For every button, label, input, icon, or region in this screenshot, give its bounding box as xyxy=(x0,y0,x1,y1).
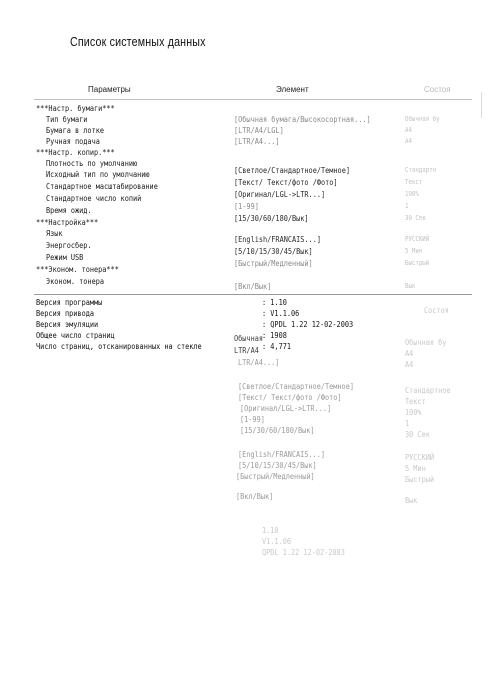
param-options: [1-99] xyxy=(234,202,259,211)
bleed-text: 5 Мин xyxy=(405,464,426,473)
bleed-text: Состоя xyxy=(424,306,449,315)
param-label: ***Эконом. тонера*** xyxy=(36,265,119,274)
param-options: [5/10/15/30/45/Вык] xyxy=(234,247,313,256)
param-value: A4 xyxy=(405,137,412,145)
info-label: Общее число страниц xyxy=(36,331,115,340)
header-divider xyxy=(34,99,472,100)
bleed-text: LTR/A4 xyxy=(234,346,259,355)
param-value: 1 xyxy=(405,202,409,210)
param-label: Бумага в лотке xyxy=(46,126,104,135)
bleed-text: LTR/A4...] xyxy=(238,358,280,367)
param-value: Текст xyxy=(405,178,423,186)
bleed-text: [Быстрый/Медленный] xyxy=(236,472,315,481)
bleed-text: QPDL 1.22 12-02-2003 xyxy=(262,548,345,557)
info-value: : 1.10 xyxy=(262,298,287,307)
info-row xyxy=(0,320,500,331)
param-options: [Оригинал/LGL->LTR...] xyxy=(234,190,326,199)
settings-row xyxy=(0,126,500,137)
param-options: [Текст/ Текст/фото /Фото] xyxy=(234,178,338,187)
info-value: : 4,771 xyxy=(262,342,291,351)
param-value: Обычная бу xyxy=(405,115,440,123)
param-value: Быстрый xyxy=(405,259,430,267)
page-title: Список системных данных xyxy=(70,34,206,49)
bleed-text: 1 xyxy=(405,419,410,428)
param-options: [Быстрый/Медленный] xyxy=(234,259,313,268)
bleed-text: 30 Сек xyxy=(405,430,430,439)
param-label: ***Настр. бумаги*** xyxy=(36,104,115,113)
info-label: Версия программы xyxy=(36,298,103,307)
info-value: : 1908 xyxy=(262,331,287,340)
param-label: Время ожид. xyxy=(46,206,92,215)
settings-row xyxy=(0,104,500,115)
settings-row xyxy=(0,137,500,148)
bleed-text: [Оригинал/LGL->LTR...] xyxy=(240,404,332,413)
bleed-text: 1.10 xyxy=(262,526,279,535)
param-options: [LTR/A4...] xyxy=(234,137,280,146)
bleed-text: [15/30/60/180/Вык] xyxy=(240,426,315,435)
param-options: [15/30/60/180/Вык] xyxy=(234,214,309,223)
settings-row xyxy=(0,115,500,126)
bleed-text: A4 xyxy=(405,360,414,369)
info-value: : V1.1.06 xyxy=(262,309,300,318)
bleed-text: A4 xyxy=(405,349,414,358)
param-label: Плотность по умолчанию xyxy=(46,159,138,168)
param-value: Стандартн xyxy=(405,166,437,174)
info-label: Число страниц, отсканированных на стекле xyxy=(36,342,202,351)
param-options: [Светлое/Стандартное/Темное] xyxy=(234,166,350,175)
settings-row xyxy=(0,218,500,229)
bleed-text: [English/FRANCAIS...] xyxy=(238,450,325,459)
info-value: : QPDL 1.22 12-02-2003 xyxy=(262,320,354,329)
param-options: [LTR/A4/LGL] xyxy=(234,126,284,135)
bleed-text: [Вкл/Вык] xyxy=(236,492,274,501)
param-value: Вык xyxy=(405,282,416,290)
bleed-text: [5/10/15/30/45/Вык] xyxy=(238,461,317,470)
bleed-text: Быстрый xyxy=(405,475,434,484)
param-label: Стандартное число копий xyxy=(46,194,142,203)
bleed-text: V1.1.06 xyxy=(262,537,291,546)
bleed-text: Стандартное xyxy=(405,386,451,395)
header-params: Параметры xyxy=(88,85,131,94)
param-value: 30 Сек xyxy=(405,214,426,222)
param-label: Язык xyxy=(46,229,63,238)
param-label: Эконом. тонера xyxy=(46,277,104,286)
bleed-text: Вык xyxy=(405,496,418,505)
info-label: Версия эмуляции xyxy=(36,320,99,329)
header-element: Элемент xyxy=(276,85,309,94)
section-divider xyxy=(34,294,472,295)
bleed-text: [Светлое/Стандартное/Темное] xyxy=(238,382,354,391)
param-value: A4 xyxy=(405,126,412,134)
settings-row xyxy=(0,148,500,159)
param-value: РУССКИЙ xyxy=(405,235,430,243)
param-label: Ручная подача xyxy=(46,137,100,146)
param-label: Исходный тип по умолчанию xyxy=(46,170,150,179)
param-value: 5 Мин xyxy=(405,247,423,255)
param-label: Тип бумаги xyxy=(46,115,88,124)
param-label: ***Настр. копир.*** xyxy=(36,148,115,157)
settings-row xyxy=(0,265,500,276)
header-value: Состоя xyxy=(424,85,451,94)
bleed-text: 100% xyxy=(405,408,422,417)
info-label: Версия привода xyxy=(36,309,94,318)
param-label: ***Настройка*** xyxy=(36,218,99,227)
bleed-text: РУССКИЙ xyxy=(405,453,434,462)
param-label: Энергосбер. xyxy=(46,241,92,250)
param-value: 100% xyxy=(405,190,419,198)
param-label: Режим USB xyxy=(46,253,84,262)
bleed-text: Обычная xyxy=(234,334,263,343)
settings-row xyxy=(0,282,500,293)
param-options: [Обычная бумага/Высокосортная...] xyxy=(234,115,371,124)
bleed-text: Обычная бу xyxy=(405,338,447,347)
bleed-text: Текст xyxy=(405,397,426,406)
bleed-text: [Текст/ Текст/фото /Фото] xyxy=(238,393,342,402)
bleed-text: [1-99] xyxy=(240,415,265,424)
param-options: [English/FRANCAIS...] xyxy=(234,235,321,244)
param-label: Стандартное масштабирование xyxy=(46,182,158,191)
param-options: [Вкл/Вык] xyxy=(234,282,272,291)
